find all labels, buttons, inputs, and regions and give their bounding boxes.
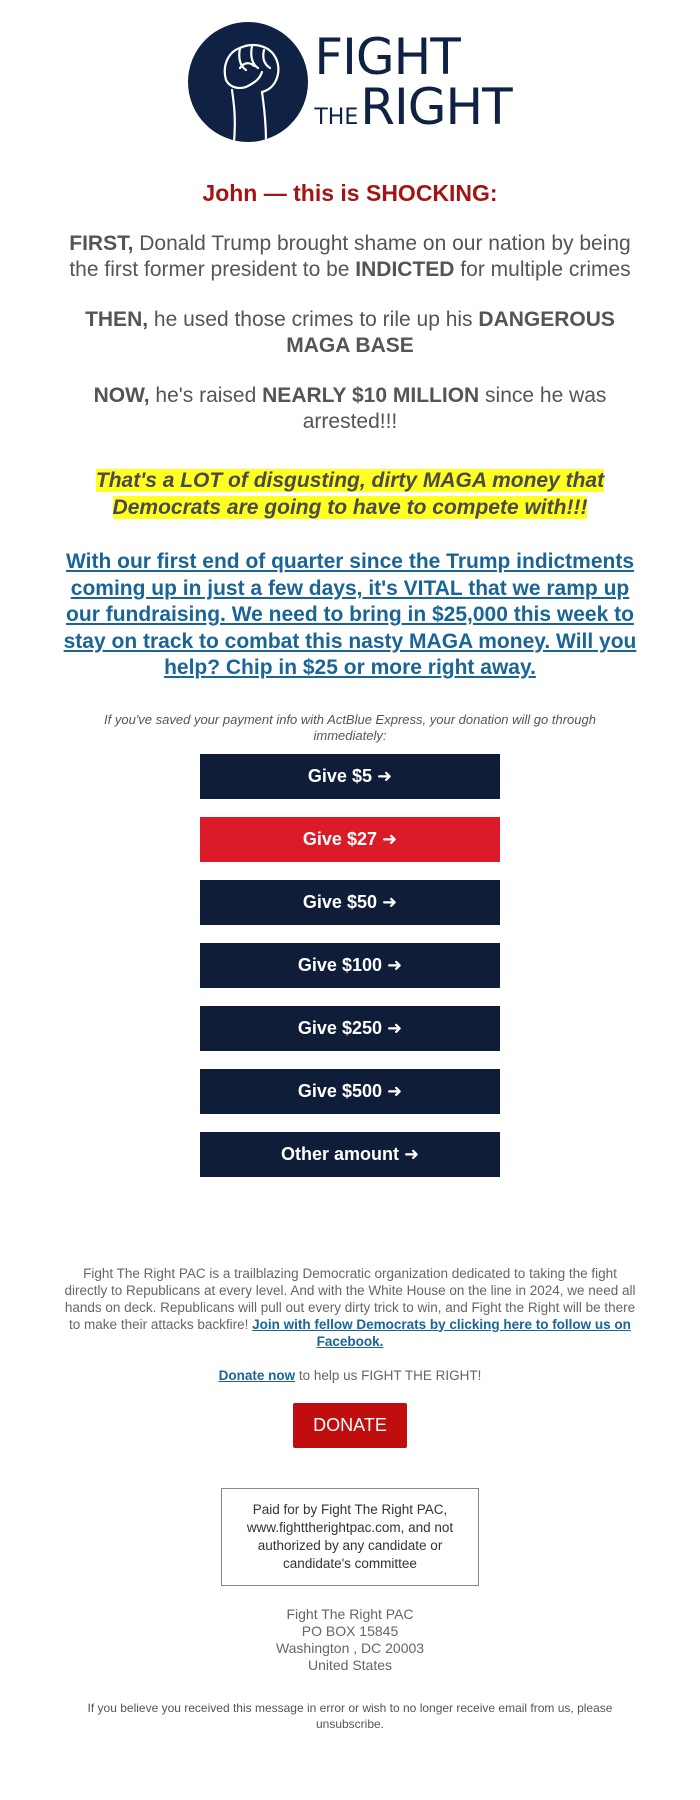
give-5-button[interactable]: Give $5 ➜ bbox=[200, 754, 500, 799]
paragraph-first: FIRST, Donald Trump brought shame on our nation by being the first former president to be INDICTED for multiple crimes bbox=[69, 232, 631, 281]
actblue-express-note: If you've saved your payment info with ActBlue Express, your donation will go through immediately: bbox=[104, 711, 596, 743]
mailing-address bbox=[55, 1606, 645, 1674]
donate-button[interactable]: DONATE bbox=[293, 1403, 407, 1448]
give-50-button[interactable]: Give $50 ➜ bbox=[200, 880, 500, 925]
paragraph-then: THEN, he used those crimes to rile up his DANGEROUS MAGA BASE bbox=[85, 308, 615, 357]
facebook-link[interactable]: Join with fellow Democrats by clicking here to follow us on Facebook. bbox=[252, 1316, 631, 1349]
donation-buttons bbox=[55, 754, 645, 1177]
address-country: United States bbox=[307, 1656, 393, 1673]
para1-lead: FIRST, bbox=[69, 232, 134, 255]
give-100-button[interactable]: Give $100 ➜ bbox=[200, 943, 500, 988]
para2-lead: THEN, bbox=[85, 308, 149, 331]
logo-wordmark bbox=[314, 28, 512, 136]
about-paragraph: Fight The Right PAC is a trailblazing Democratic organization dedicated to taking the fight directly to Republicans at every level. And with the White House on the line in 2024, we need all hands on deck. Republicans will pull out every dirty trick to win, and Fight the Right will be there to make their attacks backfire! Join with fellow Democrats by clicking here to follow us on Facebook. bbox=[64, 1265, 636, 1349]
cta-donate-link[interactable]: With our first end of quarter since the Trump indictments coming up in just a few days, it's VITAL that we ramp up our fundraising. We need to bring in $25,000 this week to stay on track to combat this nasty MAGA money. Will you help? Chip in $25 or more right away. bbox=[63, 550, 637, 679]
donate-now-link[interactable]: Donate now bbox=[218, 1367, 296, 1383]
email-body bbox=[55, 0, 645, 1732]
logo-word-right: RIGHT bbox=[360, 78, 512, 136]
other-amount-button[interactable]: Other amount ➜ bbox=[200, 1132, 500, 1177]
paragraph-now: NOW, he's raised NEARLY $10 MILLION since he was arrested!!! bbox=[93, 384, 607, 433]
para3-lead: NOW, bbox=[93, 384, 150, 407]
unsubscribe-note[interactable]: If you believe you received this message in error or wish to no longer receive email from us, please unsubscribe. bbox=[87, 1700, 613, 1731]
headline: John — this is SHOCKING: bbox=[202, 180, 498, 206]
give-250-button[interactable]: Give $250 ➜ bbox=[200, 1006, 500, 1051]
give-27-button[interactable]: Give $27 ➜ bbox=[200, 817, 500, 862]
logo-word-fight: FIGHT bbox=[314, 28, 460, 86]
logo-word-the: THE bbox=[314, 105, 359, 130]
give-500-button[interactable]: Give $500 ➜ bbox=[200, 1069, 500, 1114]
donate-now-line: Donate now to help us FIGHT THE RIGHT! bbox=[218, 1367, 482, 1383]
address-name: Fight The Right PAC bbox=[286, 1605, 414, 1622]
address-city: Washington , DC 20003 bbox=[275, 1639, 425, 1656]
fist-icon bbox=[188, 22, 308, 142]
highlighted-callout: That's a LOT of disgusting, dirty MAGA money that Democrats are going to have to compete with!!! bbox=[95, 469, 605, 519]
address-box: PO BOX 15845 bbox=[301, 1622, 399, 1639]
paid-for-disclaimer: Paid for by Fight The Right PAC, www.fighttherightpac.com, and not authorized by any candidate or candidate's committee bbox=[221, 1488, 479, 1586]
logo[interactable] bbox=[55, 0, 645, 142]
